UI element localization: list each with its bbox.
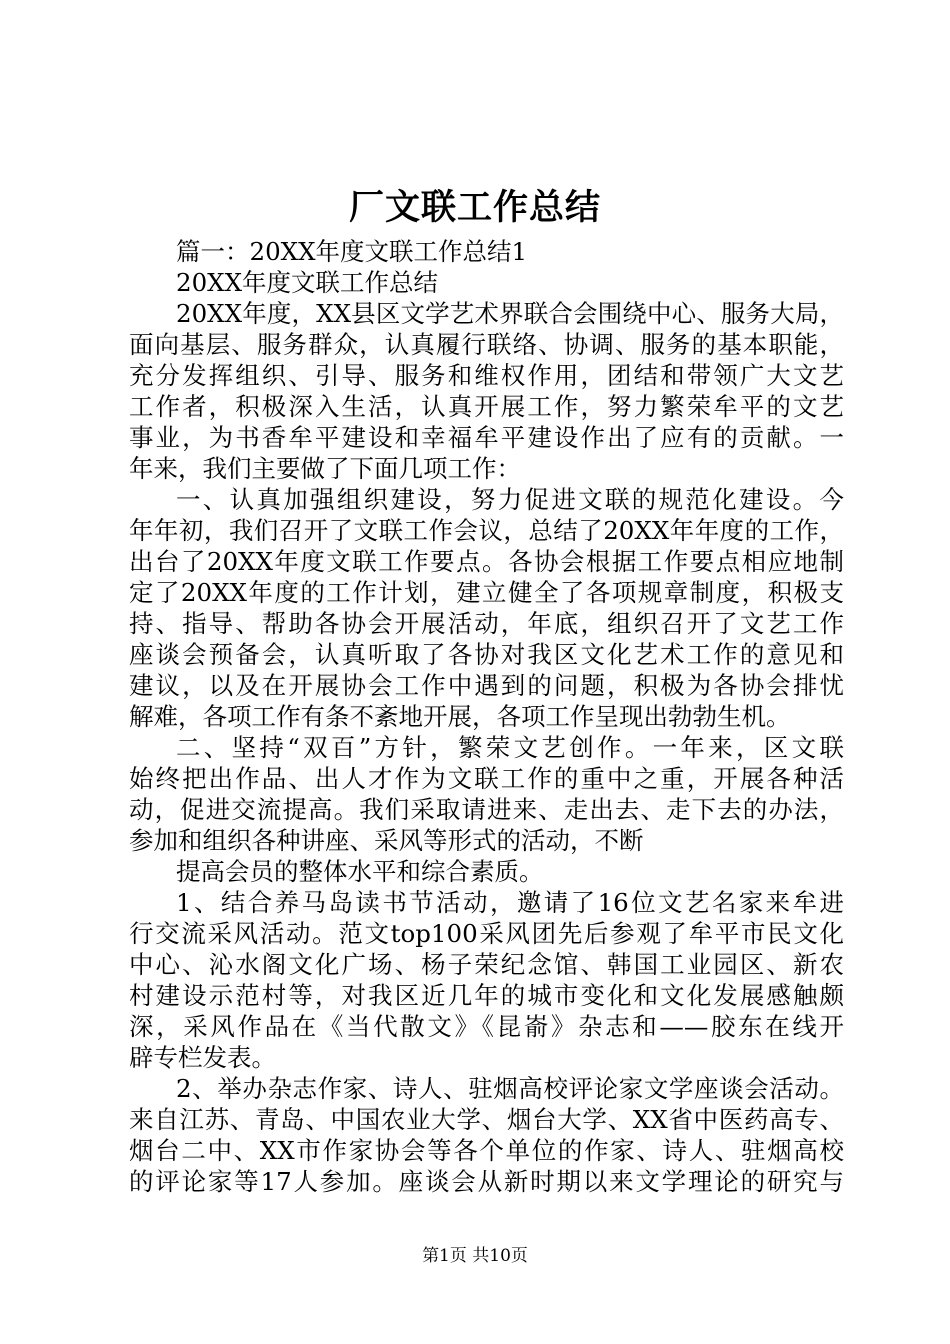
text-line: 的评论家等17人参加。座谈会从新时期以来文学理论的研究与 (129, 1167, 844, 1196)
text-line: 来自江苏、青岛、中国农业大学、烟台大学、XX省中医药高专、 (129, 1105, 844, 1134)
text-line: 行交流采风活动。范文top100采风团先后参观了牟平市民文化 (129, 919, 844, 948)
text-line: 2、举办杂志作家、诗人、驻烟高校评论家文学座谈会活动。 (176, 1074, 844, 1103)
text-line: 篇一：20XX年度文联工作总结1 (176, 237, 528, 266)
text-line: 解难，各项工作有条不紊地开展，各项工作呈现出勃勃生机。 (129, 702, 791, 731)
text-line: 年来，我们主要做了下面几项工作： (129, 454, 521, 483)
text-line: 烟台二中、XX市作家协会等各个单位的作家、诗人、驻烟高校 (129, 1136, 844, 1165)
document-title: 厂文联工作总结 (348, 187, 601, 228)
document-body (129, 236, 844, 1197)
page-footer: 第1页 共10页 (422, 1246, 528, 1266)
text-line: 定了20XX年度的工作计划，建立健全了各项规章制度，积极支 (129, 578, 844, 607)
text-line: 始终把出作品、出人才作为文联工作的重中之重，开展各种活 (129, 764, 844, 793)
text-line: 持、指导、帮助各协会开展活动，年底，组织召开了文艺工作 (129, 609, 844, 638)
text-line: 二、坚持“双百”方针，繁荣文艺创作。一年来，区文联 (176, 733, 844, 762)
text-line: 出台了20XX年度文联工作要点。各协会根据工作要点相应地制 (129, 547, 844, 576)
text-line: 座谈会预备会，认真听取了各协对我区文化艺术工作的意见和 (129, 640, 844, 669)
text-line: 建议，以及在开展协会工作中遇到的问题，积极为各协会排忧 (129, 671, 844, 700)
text-line: 提高会员的整体水平和综合素质。 (176, 857, 544, 886)
text-line: 充分发挥组织、引导、服务和维权作用，团结和带领广大文艺 (129, 361, 844, 390)
text-line: 20XX年度文联工作总结 (176, 268, 439, 297)
text-line: 事业，为书香牟平建设和幸福牟平建设作出了应有的贡献。一 (129, 423, 844, 452)
text-line: 面向基层、服务群众，认真履行联络、协调、服务的基本职能， (129, 330, 844, 359)
text-line: 中心、沁水阁文化广场、杨子荣纪念馆、韩国工业园区、新农 (129, 950, 844, 979)
text-line: 一、认真加强组织建设，努力促进文联的规范化建设。今 (176, 485, 844, 514)
text-line: 工作者，积极深入生活，认真开展工作，努力繁荣牟平的文艺 (129, 392, 844, 421)
text-line: 20XX年度，XX县区文学艺术界联合会围绕中心、服务大局， (176, 299, 844, 328)
text-line: 1、结合养马岛读书节活动，邀请了16位文艺名家来牟进 (176, 888, 844, 917)
text-line: 动，促进交流提高。我们采取请进来、走出去、走下去的办法， (129, 795, 844, 824)
text-line: 村建设示范村等，对我区近几年的城市变化和文化发展感触颇 (129, 981, 844, 1010)
text-line: 深，采风作品在《当代散文》《昆嵛》杂志和——胶东在线开 (129, 1012, 844, 1041)
text-line: 辟专栏发表。 (129, 1043, 276, 1072)
text-line: 参加和组织各种讲座、采风等形式的活动，不断 (129, 826, 644, 855)
text-line: 年年初，我们召开了文联工作会议，总结了20XX年年度的工作， (129, 516, 844, 545)
